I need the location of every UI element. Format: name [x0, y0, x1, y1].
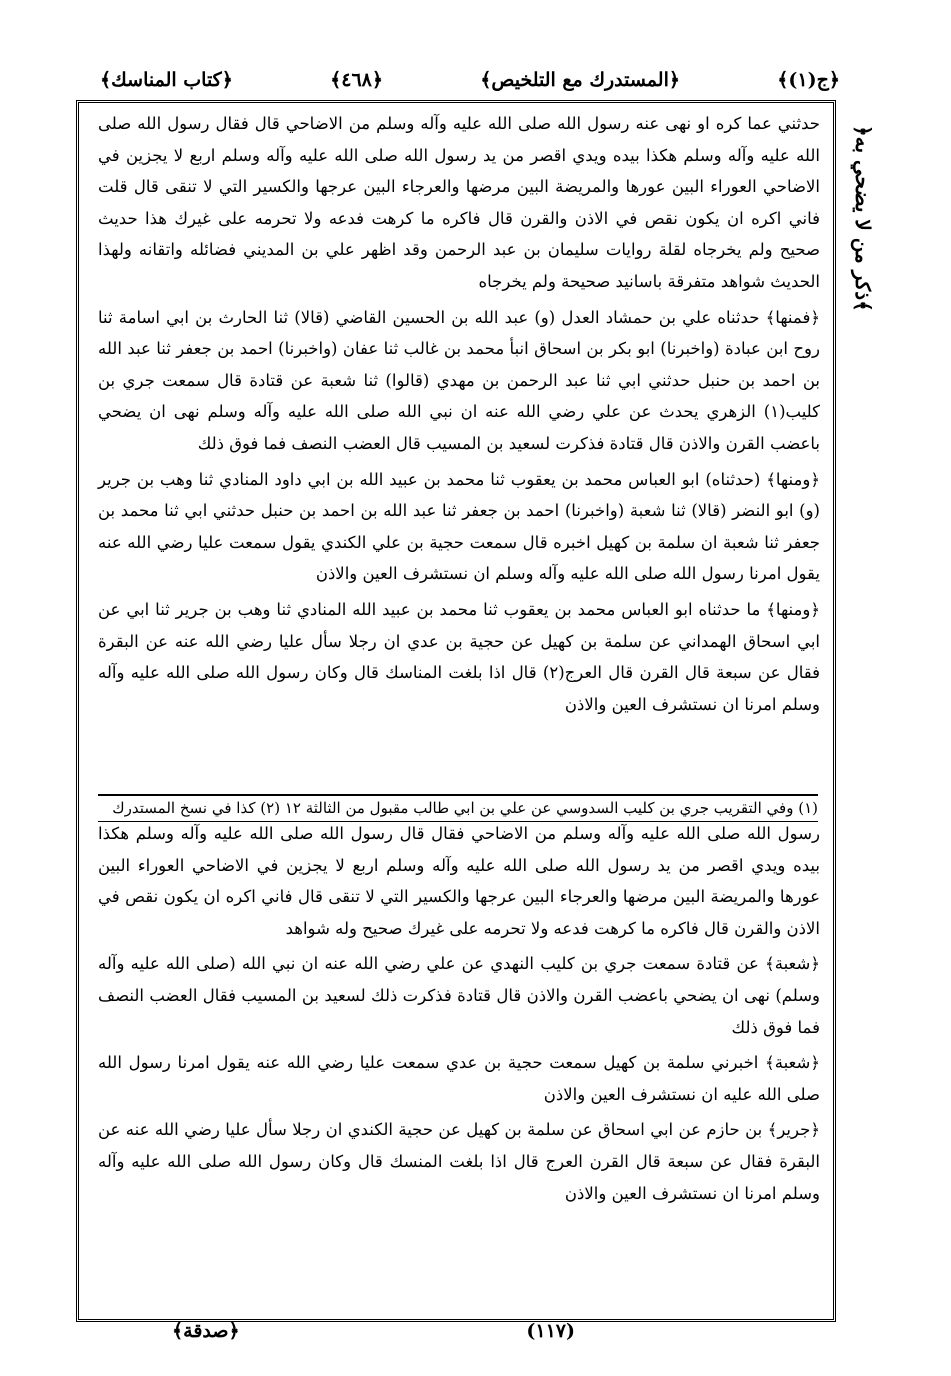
paragraph: ﴿شعبة﴾ اخبرني سلمة بن كهيل سمعت حجية بن عدي سمعت عليا رضي الله عنه يقول امرنا رسول الله صلى الله عليه ان نستشرف العين والاذن: [98, 1053, 820, 1104]
catchword: ﴿صدقة﴾: [172, 1320, 240, 1342]
page-footer: [140, 1320, 860, 1360]
paragraph: رسول الله صلى الله عليه وآله وسلم من الاضاحي فقال قال رسول الله صلى الله عليه وآله وسلم هكذا بيده ويدي اقصر من يد رسول الله صلى الله عليه وآله وسلم اربع لا يجزين في الاضاحي العوراء البين عورها والمريضة البين مرضها والعرجاء البين عرجها والكسير التي لا تنقى قال فاني اكره ان يكون نقص في الاذن والقرن قال فاكره ما كرهت فدعه ولا تحرمه على غيرك صحيح وله شواهد: [98, 824, 820, 938]
chapter-title: ﴿كتاب المناسك﴾: [100, 69, 233, 91]
side-margin-title: ﴿ذكر من لا يضحي به﴾: [851, 124, 875, 312]
page-header: [100, 58, 840, 102]
book-title: ﴿المستدرك مع التلخيص﴾: [480, 69, 680, 91]
page-reference: ﴿٤٦٨﴾: [330, 69, 384, 91]
paragraph: حدثني عما كره او نهى عنه رسول الله صلى الله عليه وآله وسلم من الاضاحي قال فقال رسول الله صلى الله عليه وآله وسلم هكذا بيده ويدي اقصر من يد رسول الله صلى الله عليه وآله وسلم اربع لا يجزين في الاضاحي العوراء البين عورها والمريضة البين مرضها والعرجاء البين عرجها والكسير التي لا تنقى قال قلت فاني اكره ان يكون نقص في الاذن والقرن قال فاكره ما كرهت فدعه ولا تحرمه على غيرك هذا حديث صحيح ولم يخرجاه لقلة روايات سليمان بن عبد الرحمن وقد اظهر علي بن المديني فضائله واتقانه ولهذا الحديث شواهد متفرقة باسانيد صحيحة ولم يخرجاه: [98, 114, 820, 291]
paragraph: ﴿شعبة﴾ عن قتادة سمعت جري بن كليب النهدي عن علي رضي الله عنه ان نبي الله (صلى الله عليه وآله وسلم) نهى ان يضحي باعضب القرن والاذن قال قتادة فذكرت ذلك لسعيد بن المسيب فقال العضب النصف فما فوق ذلك: [98, 954, 820, 1037]
volume-label: ﴿ج(١)﴾: [777, 69, 840, 91]
paragraph: ﴿ومنها﴾ ما حدثناه ابو العباس محمد بن يعقوب ثنا محمد بن عبيد الله المنادي ثنا وهب بن جرير ثنا ابي عن ابي اسحاق الهمداني عن سلمة بن كهيل عن حجية بن عدي ان رجلا سأل عليا رضي الله عنه عن البقرة فقال عن سبعة قال القرن قال العرج(٢) قال اذا بلغت المناسك قال وكان رسول الله صلى الله عليه وآله وسلم امرنا ان نستشرف العين والاذن: [98, 599, 820, 714]
upper-body-text: [98, 108, 820, 724]
paragraph: ﴿ومنها﴾ (حدثناه) ابو العباس محمد بن يعقوب ثنا محمد بن عبيد الله بن ابي داود المنادي ثنا وهب بن جرير (و) ابو النضر (قالا) ثنا شعبة (واخبرنا) احمد بن جعفر ثنا عبد الله بن احمد بن حنبل حدثني ابي ثنا محمد بن جعفر ثنا شعبة ان سلمة بن كهيل اخبره قال سمعت حجية بن علي الكندي يقول سمعت عليا رضي الله عنه يقول امرنا رسول الله صلى الله عليه وآله وسلم ان نستشرف العين والاذن: [98, 469, 820, 584]
paragraph: ﴿فمنها﴾ حدثناه علي بن حمشاد العدل (و) عبد الله بن الحسين القاضي (قالا) ثنا الحارث بن ابي اسامة ثنا روح ابن عبادة (واخبرنا) ابو بكر بن اسحاق انبأ محمد بن غالب ثنا عفان (واخبرنا) احمد بن جعفر ثنا عبد الله بن احمد بن حنبل حدثني ابي ثنا عبد الرحمن بن مهدي (قالوا) ثنا شعبة عن قتادة قال سمعت جري بن كليب(١) الزهري يحدث عن علي رضي الله عنه ان نبي الله صلى الله عليه وآله وسلم نهى ان يضحي باعضب القرن والاذن قال قتادة فذكرت لسعيد بن المسيب قال العضب النصف فما فوق ذلك: [98, 307, 820, 453]
footnote: (١) وفي التقريب جري بن كليب السدوسي عن علي بن ابي طالب مقبول من الثالثة ١٢ (٢) كذا في نسخ المستدرك: [98, 794, 818, 822]
page-number: (١١٧): [526, 1320, 575, 1342]
lower-summary-text: [98, 818, 820, 1213]
paragraph: ﴿جرير﴾ بن حازم عن ابي اسحاق عن سلمة بن كهيل عن حجية الكندي ان رجلا سأل عليا رضي الله عنه عن البقرة فقال عن سبعة قال القرن العرج قال اذا بلغت المنسك قال وكان رسول الله صلى الله عليه وآله وسلم امرنا ان نستشرف العين والاذن: [98, 1120, 820, 1203]
